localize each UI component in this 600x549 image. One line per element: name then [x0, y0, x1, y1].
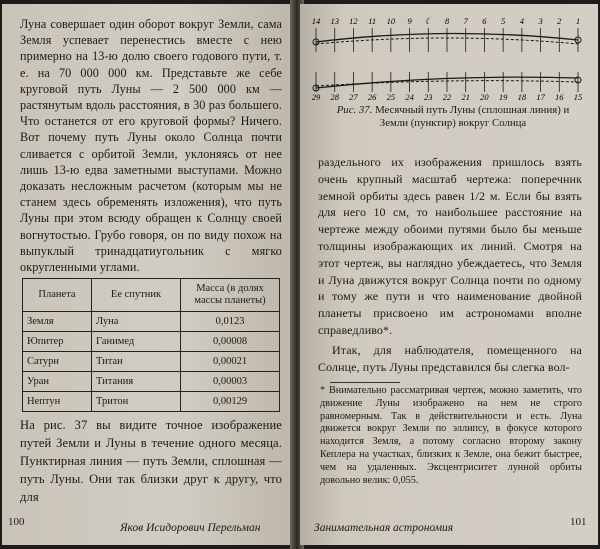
table-cell-satellite: Тритон: [92, 392, 181, 412]
bottom-day-label: 16: [555, 92, 564, 102]
table-row: [23, 312, 280, 332]
top-day-label: 1: [575, 16, 581, 26]
table-cell-planet: Земля: [23, 312, 92, 332]
top-day-label: 13: [330, 16, 339, 26]
left-running-head: Яков Исидорович Перельман: [120, 522, 261, 534]
table-header-mass: Масса (в долях массы планеты): [181, 279, 280, 312]
bottom-day-label: 25: [386, 92, 396, 102]
bottom-day-label: 27: [349, 92, 358, 102]
bottom-day-label: 24: [405, 92, 414, 102]
figure-caption-text: Месячный путь Луны (сплошная линия) и Земли (пунктир) вокруг Солнца: [375, 104, 570, 129]
left-paragraph-2: На рис. 37 вы видите точное изображение путей Земли и Луны в течение одного месяца. Пунктирная линия — путь Земли, сплошная — путь Луны. Они так близки друг к другу, что для: [20, 418, 282, 504]
bottom-day-label: 26: [367, 92, 377, 102]
figure-label: Рис. 37.: [336, 104, 373, 116]
bottom-day-label: 23: [424, 92, 433, 102]
top-day-label: 10: [386, 16, 396, 26]
left-paragraph-1: Луна совершает один оборот вокруг Земли, сама Земля успевает перенестись вместе с нею примерно на 13-ю долю своего годового пути, т. е. на 70 000 000 км. Представьте же себе круговой путь Луны — 2 500 000 км — растянутым вдоль расстояния, в 30 раз большего. Что останется от его круговой формы? Ничего. Вот почему путь Луны около Солнца почти сливается с орбитой Земли, уклоняясь от нее лишь 13-ю едва заметными выступами. Можно доказать несложным расчетом (которым мы не станем здесь обременять изложения), что путь Луны при этом всюду обращен к Солнцу своей вогнутостью. Грубо говоря, он по виду похож на выпуклый тринадцатиугольник с мягко округленными углами.: [20, 17, 282, 275]
top-day-label: 12: [349, 16, 358, 26]
table-header-planet: Планета: [23, 279, 92, 312]
table-row: [23, 372, 280, 392]
bottom-day-label: 20: [480, 92, 489, 102]
top-day-label: 11: [368, 16, 377, 26]
table-cell-planet: Нептун: [23, 392, 92, 412]
moon-earth-path-diagram: [310, 12, 582, 104]
table-cell-planet: Уран: [23, 372, 92, 392]
top-day-label: 4: [519, 16, 524, 26]
table-row: [23, 352, 280, 372]
right-running-head: Занимательная астрономия: [314, 522, 454, 534]
table-cell-mass: 0,00021: [181, 352, 280, 372]
bottom-day-label: 22: [442, 92, 452, 102]
table-header-row: [23, 279, 280, 312]
table-cell-mass: 0,00008: [181, 332, 280, 352]
bottom-day-label: 15: [573, 92, 582, 102]
bottom-day-label: 17: [536, 92, 545, 102]
table-row: [23, 392, 280, 412]
bottom-day-label: 28: [330, 92, 339, 102]
top-day-label: 6: [482, 16, 487, 26]
top-day-label: 8: [444, 16, 450, 26]
top-day-label: ☾: [424, 16, 433, 26]
bottom-day-label: 18: [517, 92, 527, 102]
left-page-number: 100: [8, 516, 25, 528]
left-page: [2, 4, 294, 545]
footnote-divider: [330, 382, 400, 383]
right-page: [300, 4, 598, 545]
top-day-label: 14: [311, 16, 321, 26]
table-row: [23, 332, 280, 352]
top-day-label: 2: [557, 16, 562, 26]
right-paragraph-2: Итак, для наблюдателя, помещенного на Солнце, путь Луны представился бы слегка вол-: [318, 343, 582, 374]
bottom-day-label: 21: [461, 92, 470, 102]
top-day-label: 9: [407, 16, 412, 26]
table-cell-satellite: Титан: [92, 352, 181, 372]
top-day-label: 3: [538, 16, 543, 26]
table-cell-mass: 0,00129: [181, 392, 280, 412]
footnote: * Внимательно рассматривая чертеж, можно заметить, что движение Луны изображено на нем не строго равномерным. Так в действительности и есть. Луна движется вокруг Земли по эллипсу, в фокусе которого находится Земля, а потому согласно второму закону Кеплера на участках, близких к Земле, она бежит быстрее, чем на удаленных. Эксцентриситет лунной орбиты довольно велик: 0,055.: [320, 385, 582, 486]
table-cell-mass: 0,00003: [181, 372, 280, 392]
top-day-label: 5: [501, 16, 506, 26]
table-header-satellite: Ее спутник: [92, 279, 181, 312]
right-paragraph-1: раздельного их изображения пришлось взять очень крупный масштаб чертежа: поперечник земной орбиты здесь равен 1/2 м. Если бы взять для него 10 см, то наибольшее расстояние на чертеже между обоими путями было бы меньше толщины изображающих их линий. Смотря на этот чертеж, вы наглядно убеждаетесь, что Земля и Луна движутся вокруг Солнца почти по одному и тому же пути и что наименование двойной планеты присвоено им астрономами вполне справедливо*.: [318, 155, 582, 337]
bottom-day-label: 29: [311, 92, 321, 102]
bottom-day-label: 19: [498, 92, 508, 102]
figure-caption: [322, 104, 584, 130]
table-cell-mass: 0,0123: [181, 312, 280, 332]
planet-satellite-table: [22, 278, 280, 412]
right-page-number: 101: [570, 516, 587, 528]
table-cell-satellite: Титания: [92, 372, 181, 392]
bottom-day-labels: [312, 72, 582, 102]
table-cell-planet: Сатурн: [23, 352, 92, 372]
table-cell-satellite: Ганимед: [92, 332, 181, 352]
top-day-label: 7: [463, 16, 468, 26]
table-cell-planet: Юпитер: [23, 332, 92, 352]
table-cell-satellite: Луна: [92, 312, 181, 332]
